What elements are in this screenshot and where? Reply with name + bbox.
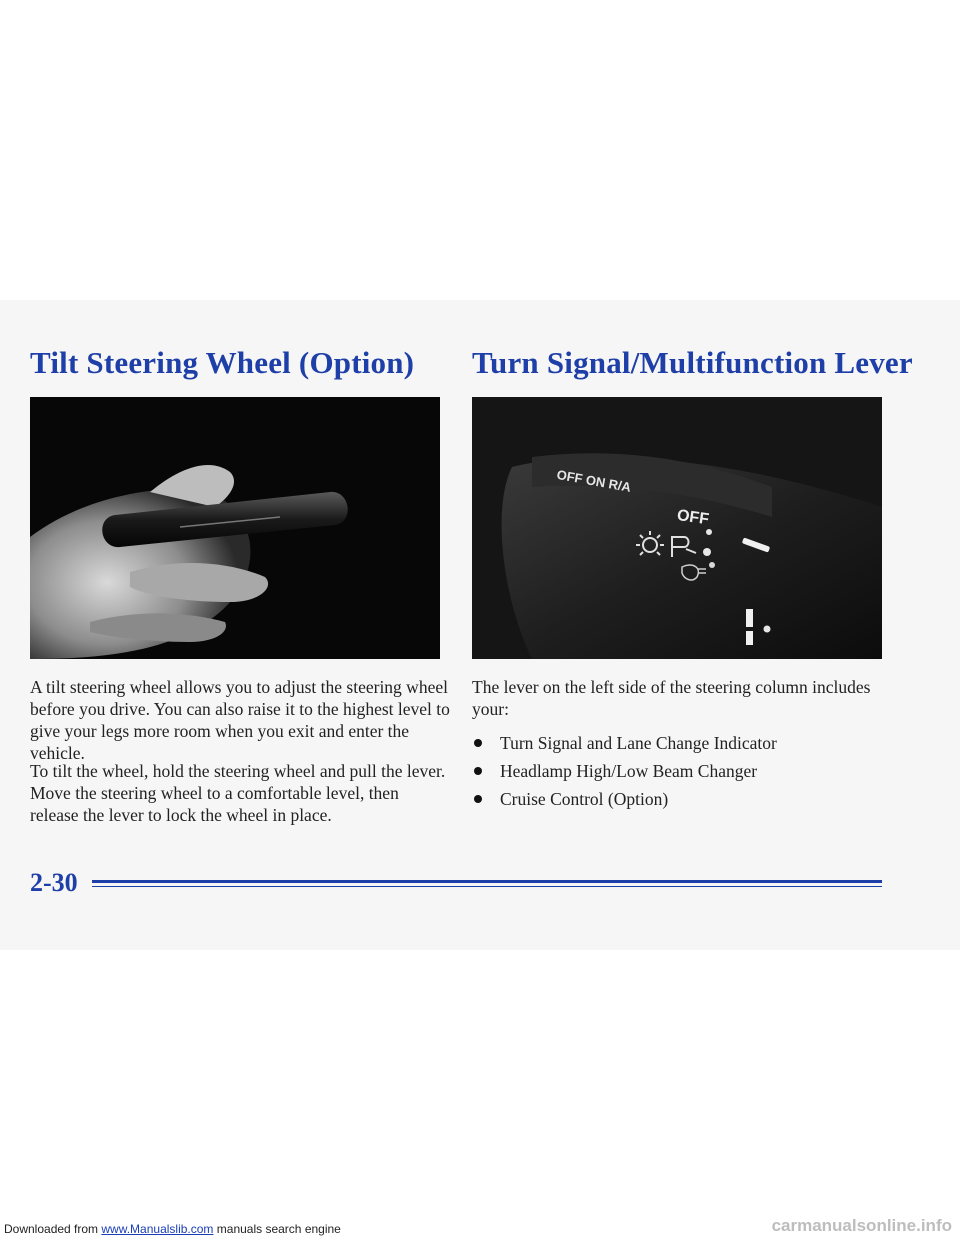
lever-features-list — [472, 732, 777, 816]
watermark: carmanualsonline.info — [771, 1216, 952, 1235]
list-item: Turn Signal and Lane Change Indicator — [472, 732, 777, 754]
switch-positions-label: OFF ON R/A — [555, 466, 633, 495]
list-item: Cruise Control (Option) — [472, 788, 777, 810]
tilt-lever-photo — [30, 397, 440, 659]
tilt-instructions-paragraph: To tilt the wheel, hold the steering wheel and pull the lever. Move the steering wheel to a comfortable level, then release the lever to lock the wheel in place. — [30, 761, 446, 825]
multifunction-lever-photo — [472, 397, 882, 659]
off-label: OFF — [675, 506, 710, 529]
download-footer: Downloaded from www.Manualslib.com manuals search engine — [4, 1222, 341, 1236]
bullet-icon — [474, 795, 482, 803]
tilt-steering-heading: Tilt Steering Wheel (Option) — [30, 345, 415, 380]
bullet-icon — [474, 767, 482, 775]
manualslib-link[interactable]: www.Manualslib.com — [101, 1222, 214, 1236]
list-item: Headlamp High/Low Beam Changer — [472, 760, 777, 782]
bullet-icon — [474, 739, 482, 747]
tilt-description-paragraph: A tilt steering wheel allows you to adjust the steering wheel before you drive. You can also raise it to the highest level to give your legs more room when you exit and enter the vehicle. — [30, 677, 450, 763]
page-number: 2-30 — [30, 868, 78, 897]
footer-rule-thin — [92, 886, 882, 887]
footer-rule — [92, 880, 882, 883]
turn-signal-heading: Turn Signal/Multifunction Lever — [472, 345, 913, 380]
lever-intro-paragraph: The lever on the left side of the steering column includes your: — [472, 677, 871, 719]
